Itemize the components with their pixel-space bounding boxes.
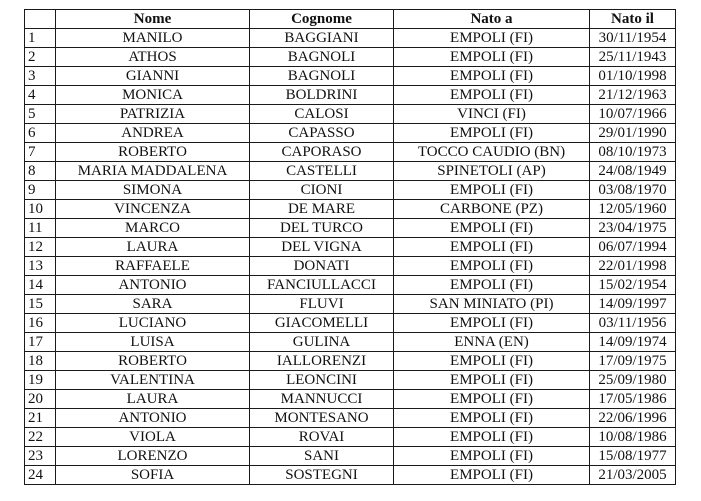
cell-nome: GIANNI: [56, 67, 250, 86]
row-index: 13: [25, 257, 56, 276]
row-index: 15: [25, 295, 56, 314]
cell-nome: MARCO: [56, 219, 250, 238]
row-index: 12: [25, 238, 56, 257]
cell-nome: LAURA: [56, 238, 250, 257]
cell-nato-il: 21/12/1963: [590, 86, 676, 105]
header-nato-a: Nato a: [394, 10, 590, 29]
cell-nato-a: SAN MINIATO (PI): [394, 295, 590, 314]
cell-cognome: DONATI: [250, 257, 394, 276]
cell-nato-a: EMPOLI (FI): [394, 29, 590, 48]
cell-cognome: LEONCINI: [250, 371, 394, 390]
table-row: [25, 143, 676, 162]
row-index: 1: [25, 29, 56, 48]
document-page: [24, 9, 676, 485]
cell-nato-il: 25/11/1943: [590, 48, 676, 67]
table-row: [25, 181, 676, 200]
cell-nato-a: SPINETOLI (AP): [394, 162, 590, 181]
row-index: 14: [25, 276, 56, 295]
row-index: 24: [25, 466, 56, 485]
cell-nome: ANTONIO: [56, 276, 250, 295]
row-index: 3: [25, 67, 56, 86]
table-row: [25, 124, 676, 143]
row-index: 16: [25, 314, 56, 333]
cell-nome: MONICA: [56, 86, 250, 105]
table-row: [25, 409, 676, 428]
header-cognome: Cognome: [250, 10, 394, 29]
table-header-row: [25, 10, 676, 29]
header-index: [25, 10, 56, 29]
table-row: [25, 219, 676, 238]
cell-nato-il: 17/09/1975: [590, 352, 676, 371]
cell-nome: SIMONA: [56, 181, 250, 200]
cell-nome: LAURA: [56, 390, 250, 409]
cell-nome: ROBERTO: [56, 352, 250, 371]
table-row: [25, 257, 676, 276]
cell-nome: VALENTINA: [56, 371, 250, 390]
cell-cognome: CASTELLI: [250, 162, 394, 181]
table-row: [25, 67, 676, 86]
cell-nato-il: 10/08/1986: [590, 428, 676, 447]
table-row: [25, 200, 676, 219]
cell-nome: SARA: [56, 295, 250, 314]
cell-cognome: DEL TURCO: [250, 219, 394, 238]
cell-nato-il: 29/01/1990: [590, 124, 676, 143]
table-row: [25, 29, 676, 48]
row-index: 23: [25, 447, 56, 466]
cell-nato-a: EMPOLI (FI): [394, 390, 590, 409]
cell-nato-a: CARBONE (PZ): [394, 200, 590, 219]
header-nome: Nome: [56, 10, 250, 29]
table-row: [25, 105, 676, 124]
cell-nato-a: EMPOLI (FI): [394, 67, 590, 86]
cell-nato-il: 30/11/1954: [590, 29, 676, 48]
row-index: 5: [25, 105, 56, 124]
cell-cognome: DEL VIGNA: [250, 238, 394, 257]
cell-cognome: SOSTEGNI: [250, 466, 394, 485]
cell-cognome: FLUVI: [250, 295, 394, 314]
cell-nato-il: 15/02/1954: [590, 276, 676, 295]
table-row: [25, 86, 676, 105]
cell-cognome: BAGGIANI: [250, 29, 394, 48]
cell-nome: PATRIZIA: [56, 105, 250, 124]
row-index: 10: [25, 200, 56, 219]
cell-nato-a: EMPOLI (FI): [394, 352, 590, 371]
cell-nato-a: EMPOLI (FI): [394, 238, 590, 257]
cell-nato-il: 23/04/1975: [590, 219, 676, 238]
cell-nome: RAFFAELE: [56, 257, 250, 276]
row-index: 9: [25, 181, 56, 200]
cell-cognome: CIONI: [250, 181, 394, 200]
table-body: [25, 29, 676, 485]
cell-nome: MANILO: [56, 29, 250, 48]
cell-nome: ROBERTO: [56, 143, 250, 162]
cell-nato-a: EMPOLI (FI): [394, 181, 590, 200]
header-nato-il: Nato il: [590, 10, 676, 29]
cell-cognome: MANNUCCI: [250, 390, 394, 409]
cell-cognome: BAGNOLI: [250, 48, 394, 67]
cell-nato-a: EMPOLI (FI): [394, 86, 590, 105]
cell-nato-a: EMPOLI (FI): [394, 124, 590, 143]
cell-cognome: BAGNOLI: [250, 67, 394, 86]
row-index: 2: [25, 48, 56, 67]
cell-nato-a: VINCI (FI): [394, 105, 590, 124]
table-row: [25, 276, 676, 295]
cell-nato-il: 06/07/1994: [590, 238, 676, 257]
row-index: 17: [25, 333, 56, 352]
cell-nato-il: 08/10/1973: [590, 143, 676, 162]
cell-nato-il: 03/11/1956: [590, 314, 676, 333]
cell-nome: LUCIANO: [56, 314, 250, 333]
cell-nato-il: 21/03/2005: [590, 466, 676, 485]
cell-nato-a: EMPOLI (FI): [394, 276, 590, 295]
cell-nato-il: 03/08/1970: [590, 181, 676, 200]
cell-nato-a: TOCCO CAUDIO (BN): [394, 143, 590, 162]
cell-nome: VINCENZA: [56, 200, 250, 219]
cell-cognome: CAPORASO: [250, 143, 394, 162]
cell-nome: LORENZO: [56, 447, 250, 466]
cell-nome: VIOLA: [56, 428, 250, 447]
cell-cognome: GULINA: [250, 333, 394, 352]
row-index: 20: [25, 390, 56, 409]
cell-nato-il: 22/06/1996: [590, 409, 676, 428]
table-row: [25, 466, 676, 485]
cell-nato-a: EMPOLI (FI): [394, 219, 590, 238]
cell-nome: ATHOS: [56, 48, 250, 67]
table-row: [25, 390, 676, 409]
cell-cognome: BOLDRINI: [250, 86, 394, 105]
table-row: [25, 447, 676, 466]
cell-cognome: FANCIULLACCI: [250, 276, 394, 295]
table-row: [25, 333, 676, 352]
cell-nome: ANDREA: [56, 124, 250, 143]
cell-nome: ANTONIO: [56, 409, 250, 428]
cell-nato-a: EMPOLI (FI): [394, 466, 590, 485]
cell-nato-a: EMPOLI (FI): [394, 257, 590, 276]
cell-cognome: CALOSI: [250, 105, 394, 124]
row-index: 8: [25, 162, 56, 181]
cell-nato-il: 14/09/1974: [590, 333, 676, 352]
cell-nato-il: 17/05/1986: [590, 390, 676, 409]
table-row: [25, 352, 676, 371]
table-row: [25, 314, 676, 333]
cell-nato-il: 25/09/1980: [590, 371, 676, 390]
cell-nato-a: EMPOLI (FI): [394, 314, 590, 333]
cell-nato-il: 12/05/1960: [590, 200, 676, 219]
cell-nome: MARIA MADDALENA: [56, 162, 250, 181]
cell-cognome: MONTESANO: [250, 409, 394, 428]
table-row: [25, 162, 676, 181]
cell-cognome: ROVAI: [250, 428, 394, 447]
people-table: [24, 9, 676, 485]
cell-nato-a: EMPOLI (FI): [394, 409, 590, 428]
row-index: 6: [25, 124, 56, 143]
cell-nato-a: EMPOLI (FI): [394, 447, 590, 466]
row-index: 22: [25, 428, 56, 447]
row-index: 21: [25, 409, 56, 428]
cell-cognome: SANI: [250, 447, 394, 466]
row-index: 19: [25, 371, 56, 390]
cell-nato-il: 15/08/1977: [590, 447, 676, 466]
row-index: 18: [25, 352, 56, 371]
table-row: [25, 238, 676, 257]
cell-cognome: IALLORENZI: [250, 352, 394, 371]
cell-nome: LUISA: [56, 333, 250, 352]
cell-nato-il: 10/07/1966: [590, 105, 676, 124]
cell-nato-il: 24/08/1949: [590, 162, 676, 181]
row-index: 7: [25, 143, 56, 162]
cell-nato-il: 14/09/1997: [590, 295, 676, 314]
table-row: [25, 428, 676, 447]
cell-cognome: GIACOMELLI: [250, 314, 394, 333]
row-index: 11: [25, 219, 56, 238]
cell-nato-a: EMPOLI (FI): [394, 428, 590, 447]
table-row: [25, 48, 676, 67]
cell-nato-a: EMPOLI (FI): [394, 48, 590, 67]
cell-nato-a: ENNA (EN): [394, 333, 590, 352]
cell-cognome: DE MARE: [250, 200, 394, 219]
cell-cognome: CAPASSO: [250, 124, 394, 143]
table-row: [25, 295, 676, 314]
row-index: 4: [25, 86, 56, 105]
cell-nato-a: EMPOLI (FI): [394, 371, 590, 390]
cell-nome: SOFIA: [56, 466, 250, 485]
cell-nato-il: 01/10/1998: [590, 67, 676, 86]
table-row: [25, 371, 676, 390]
cell-nato-il: 22/01/1998: [590, 257, 676, 276]
